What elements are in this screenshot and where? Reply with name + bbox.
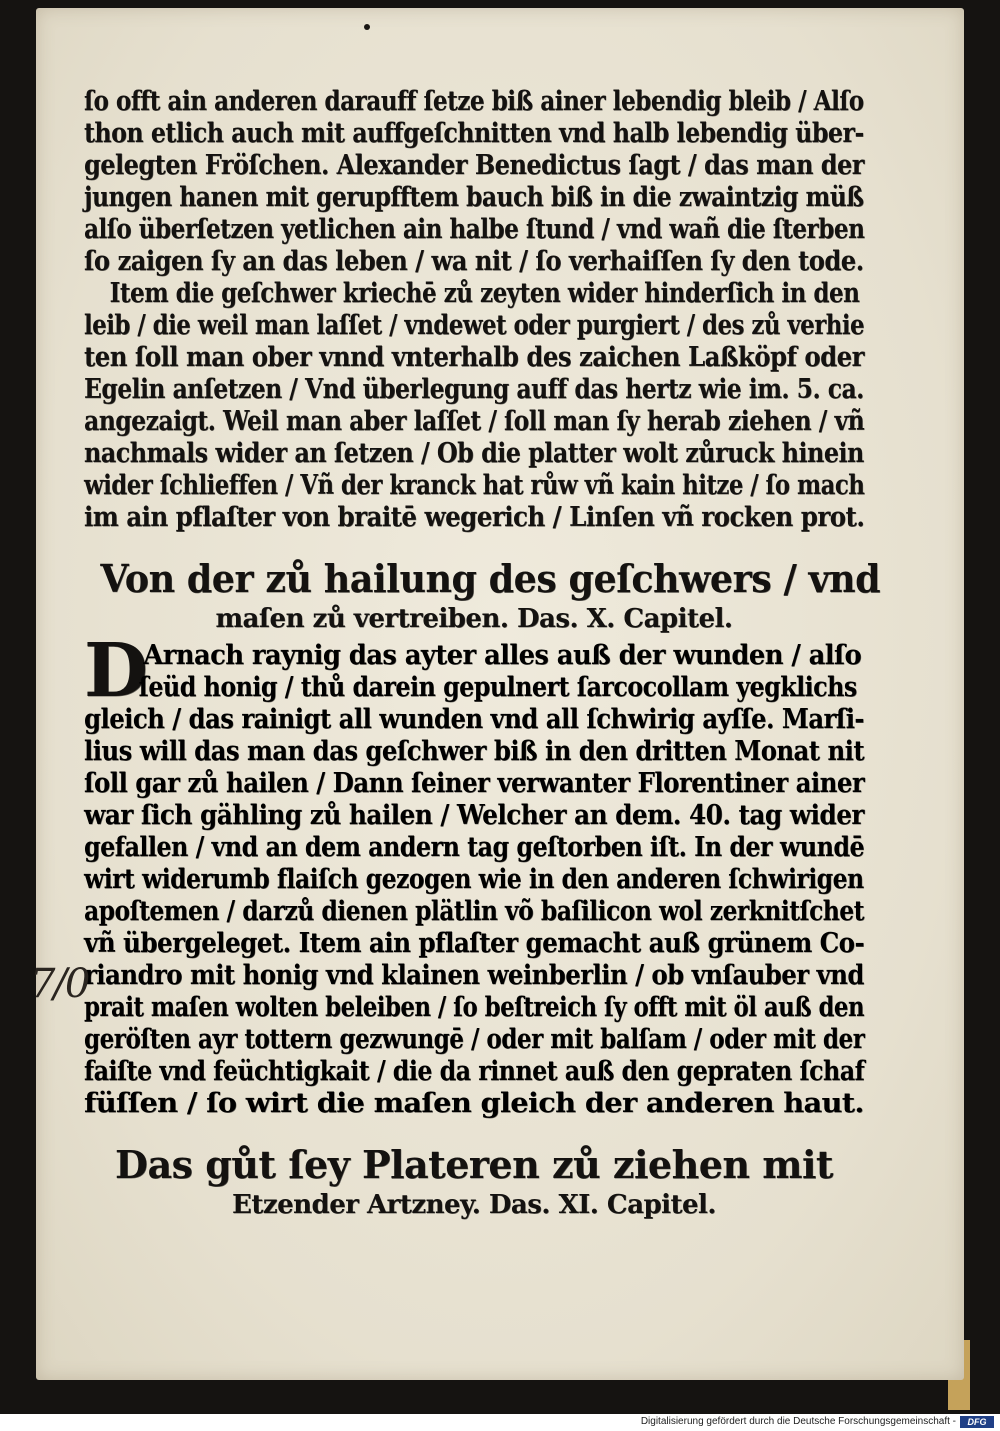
text-line: Arnach raynig das ayter alles auß der wunden / alſo — [143, 640, 862, 671]
text-line: thon etlich auch mit auffgeſchnitten vnd halb lebendig über- — [84, 118, 864, 149]
intro-paragraph — [84, 86, 864, 534]
footer-bar — [0, 1414, 1000, 1431]
text-line: apoſtemen / darzů dienen plätlin võ baſilicon wol zerknitſchet — [84, 896, 864, 927]
text-line: jungen hanen mit gerupfftem bauch biß in die zwaintzig müß — [84, 182, 864, 213]
text-line: füſſen / ſo wirt die maſen gleich der anderen haut. — [84, 1088, 864, 1119]
text-line: ſoll gar zů hailen / Dann ſeiner verwanter Florentiner ainer — [84, 768, 865, 799]
chapter-x-body — [84, 628, 865, 1120]
chapter-x-heading — [84, 556, 881, 636]
text-line: lius will das man das geſchwer biß in den dritten Monat nit — [84, 736, 865, 767]
marginal-note: 7/0 — [30, 961, 89, 1007]
text-line: war ſich gähling zů hailen / Welcher an dem. 40. tag wider — [84, 800, 864, 831]
text-line: gefallen / vnd an dem andern tag geſtorben iſt. In der wundē — [84, 832, 865, 863]
text-line: Item die geſchwer kriechē zů zeyten wider hinderſich in den — [109, 278, 860, 309]
text-line: prait maſen wolten beleiben / ſo beſtreich ſy offt mit öl auß den — [84, 992, 865, 1023]
text-line: vñ übergeleget. Item ain pflaſter gemacht auß grünem Co- — [84, 928, 865, 959]
chapter-x-title: Von der zů hailung des geſchwers / vnd — [100, 556, 881, 601]
chapter-xi-subtitle: Etzender Artzney. Das. XI. Capitel. — [232, 1190, 716, 1220]
text-line: gelegten Fröſchen. Alexander Benedictus ſagt / das man der — [84, 150, 864, 181]
drop-cap-letter: D — [84, 628, 149, 714]
text-line: geröſten ayr tottern gezwungē / oder mit balſam / oder mit der — [84, 1024, 865, 1055]
chapter-xi-title: Das gůt ſey Plateren zů ziehen mit — [115, 1142, 833, 1187]
text-line: wider ſchlieffen / Vñ der kranck hat růw vñ kain hitze / ſo mach — [84, 470, 865, 501]
text-line: faiſte vnd feüchtigkait / die da rinnet auß den gepraten ſchaf — [84, 1056, 865, 1087]
chapter-x-subtitle: maſen zů vertreiben. Das. X. Capitel. — [215, 604, 733, 634]
text-line: ſeüd honig / thů darein gepulnert ſarcocollam yegklichs — [138, 672, 857, 703]
text-line: Egelin anſetzen / Vnd überlegung auff das hertz wie im. 5. ca. — [84, 374, 864, 405]
text-line: nachmals wider an ſetzen / Ob die platter wolt zůruck hinein — [84, 438, 864, 469]
ink-dot — [364, 24, 370, 30]
text-line: angezaigt. Weil man aber laſſet / ſoll man ſy herab ziehen / vñ — [84, 406, 865, 437]
funding-credit: Digitalisierung gefördert durch die Deutsche Forschungsgemeinschaft - — [640, 1416, 956, 1427]
dfg-logo: DFG — [960, 1416, 994, 1428]
text-line: im ain pflaſter von braitē wegerich / Linſen vñ rocken prot. — [84, 502, 865, 533]
text-line: ten ſoll man ober vnnd vnterhalb des zaichen Laßköpf oder — [84, 342, 864, 373]
text-line: gleich / das rainigt all wunden vnd all ſchwirig ayſſe. Marſi- — [84, 704, 864, 735]
text-line: ſo offt ain anderen darauff ſetze biß ainer lebendig bleib / Alſo — [84, 86, 864, 117]
chapter-xi-heading — [84, 1142, 864, 1222]
text-line: leib / die weil man laſſet / vndewet oder purgiert / des zů verhie — [84, 310, 865, 341]
text-line: alſo überſetzen yetlichen ain halbe ſtund / vnd wañ die ſterben — [84, 214, 865, 245]
text-line: wirt widerumb flaiſch gezogen wie in den anderen ſchwirigen — [84, 864, 864, 895]
text-line: ſo zaigen ſy an das leben / wa nit / ſo verhaiſſen ſy den tode. — [84, 246, 864, 277]
text-line: riandro mit honig vnd klainen weinberlin / ob vnſauber vnd — [84, 960, 864, 991]
drop-cap-block — [84, 628, 864, 714]
